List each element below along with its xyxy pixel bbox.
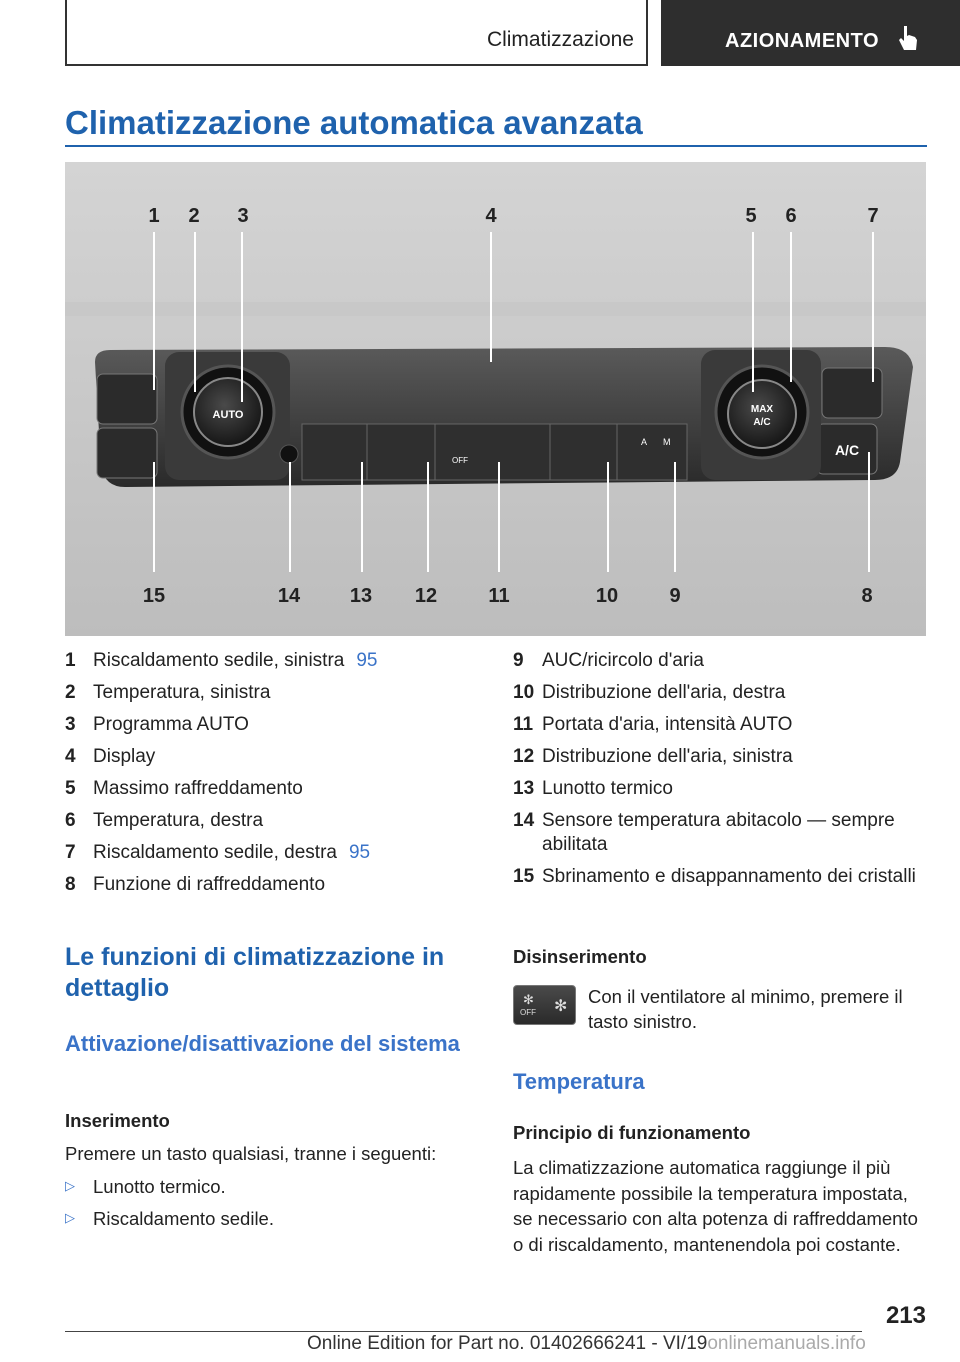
body-text: La climatizzazione automatica raggiunge il più rapidamente possibile la temperatura impostata, se necessario con alta potenza di raffreddamento o di riscaldamento, mantenendola poi costante. xyxy=(513,1157,918,1255)
footer-edition: Online Edition for Part no. 01402666241 - VI/19onlinemanuals.info xyxy=(307,1333,866,1354)
page-ref-link[interactable]: 95 xyxy=(348,842,371,863)
auto-button-label: AUTO xyxy=(212,409,244,421)
legend-item: 10 Distribuzione dell'aria, destra xyxy=(513,682,786,703)
legend-item: 6 Temperatura, destra xyxy=(65,810,264,831)
legend-item: 1 Riscaldamento sedile, sinistra 95 xyxy=(65,650,378,671)
watermark: onlinemanuals.info xyxy=(707,1333,866,1354)
legend-left xyxy=(65,645,485,901)
legend-item: 12 Distribuzione dell'aria, sinistra xyxy=(513,746,793,767)
callout-4: 4 xyxy=(485,205,497,227)
bullet-item: ▷ Riscaldamento sedile. xyxy=(65,1208,274,1229)
ac-button-label: A/C xyxy=(834,442,860,458)
legend-item: 3 Programma AUTO xyxy=(65,714,249,735)
title-rule xyxy=(65,145,927,147)
legend-item: 13 Lunotto termico xyxy=(513,778,673,799)
page-title: Climatizzazione automatica avanzata xyxy=(65,104,643,141)
footer-rule xyxy=(65,1331,862,1332)
legend-item: 9 AUC/ricircolo d'aria xyxy=(513,650,705,671)
callout-5: 5 xyxy=(745,205,757,227)
legend-item: 4 Display xyxy=(65,746,156,767)
callout-3: 3 xyxy=(237,205,249,227)
triangle-bullet-icon: ▷ xyxy=(65,1210,75,1225)
body-text: Con il ventilatore al minimo, premere il tasto sinistro. xyxy=(588,986,903,1032)
hand-pointer-icon xyxy=(896,24,920,52)
callout-2: 2 xyxy=(188,205,200,227)
callout-7: 7 xyxy=(867,205,879,227)
header-section-title: Climatizzazione xyxy=(486,28,634,51)
fan-off-button-image xyxy=(513,985,576,1025)
page-number: 213 xyxy=(885,1302,926,1329)
climate-panel-photo xyxy=(65,162,926,636)
auc-a-label: A xyxy=(641,437,648,447)
legend-item: 11 Portata d'aria, intensità AUTO xyxy=(513,714,793,735)
fan-icon: ✻ xyxy=(554,998,568,1015)
heading-disinserimento: Disinserimento xyxy=(513,946,647,967)
max-ac-label: A/C xyxy=(753,417,771,428)
subheading-activation: Attivazione/disattivazione del sistema xyxy=(65,1031,460,1056)
heading-principio: Principio di funzionamento xyxy=(513,1122,751,1143)
callout-13: 13 xyxy=(349,585,373,607)
auc-m-label: M xyxy=(663,437,671,447)
legend-item: 8 Funzione di raffreddamento xyxy=(65,874,326,895)
header-chapter-tab[interactable] xyxy=(661,0,960,66)
body-text: Premere un tasto qualsiasi, tranne i seguenti: xyxy=(65,1143,437,1164)
callout-6: 6 xyxy=(785,205,797,227)
legend-right xyxy=(513,645,933,893)
callout-8: 8 xyxy=(861,585,873,607)
legend-item: 15 Sbrinamento e disappannamento dei cristalli xyxy=(513,866,916,887)
legend-item: 7 Riscaldamento sedile, destra 95 xyxy=(65,842,371,863)
callout-1: 1 xyxy=(148,205,160,227)
legend-item: 14 Sensore temperatura abitacolo — sempre abilitata xyxy=(513,810,895,855)
off-button-label: OFF xyxy=(452,456,468,465)
off-label: OFF xyxy=(520,1008,536,1017)
max-button-label: MAX xyxy=(750,404,774,415)
legend-item: 5 Massimo raffreddamento xyxy=(65,778,303,799)
triangle-bullet-icon: ▷ xyxy=(65,1178,75,1193)
legend-item: 2 Temperatura, sinistra xyxy=(65,682,271,703)
section-heading: Le funzioni di climatizzazione in dettaglio xyxy=(65,943,445,1002)
fan-icon: ✻ xyxy=(523,992,534,1007)
bullet-item: ▷ Lunotto termico. xyxy=(65,1176,226,1197)
callout-9: 9 xyxy=(669,585,681,607)
callout-10: 10 xyxy=(595,585,619,607)
callout-12: 12 xyxy=(414,585,438,607)
header-section-box xyxy=(65,0,648,66)
callout-14: 14 xyxy=(277,585,301,607)
page-ref-link[interactable]: 95 xyxy=(356,650,378,671)
callout-11: 11 xyxy=(488,585,510,607)
subheading-temperatura: Temperatura xyxy=(513,1069,645,1094)
heading-inserimento: Inserimento xyxy=(65,1110,170,1131)
header-chapter-label: AZIONAMENTO xyxy=(725,30,880,52)
callout-15: 15 xyxy=(142,585,166,607)
